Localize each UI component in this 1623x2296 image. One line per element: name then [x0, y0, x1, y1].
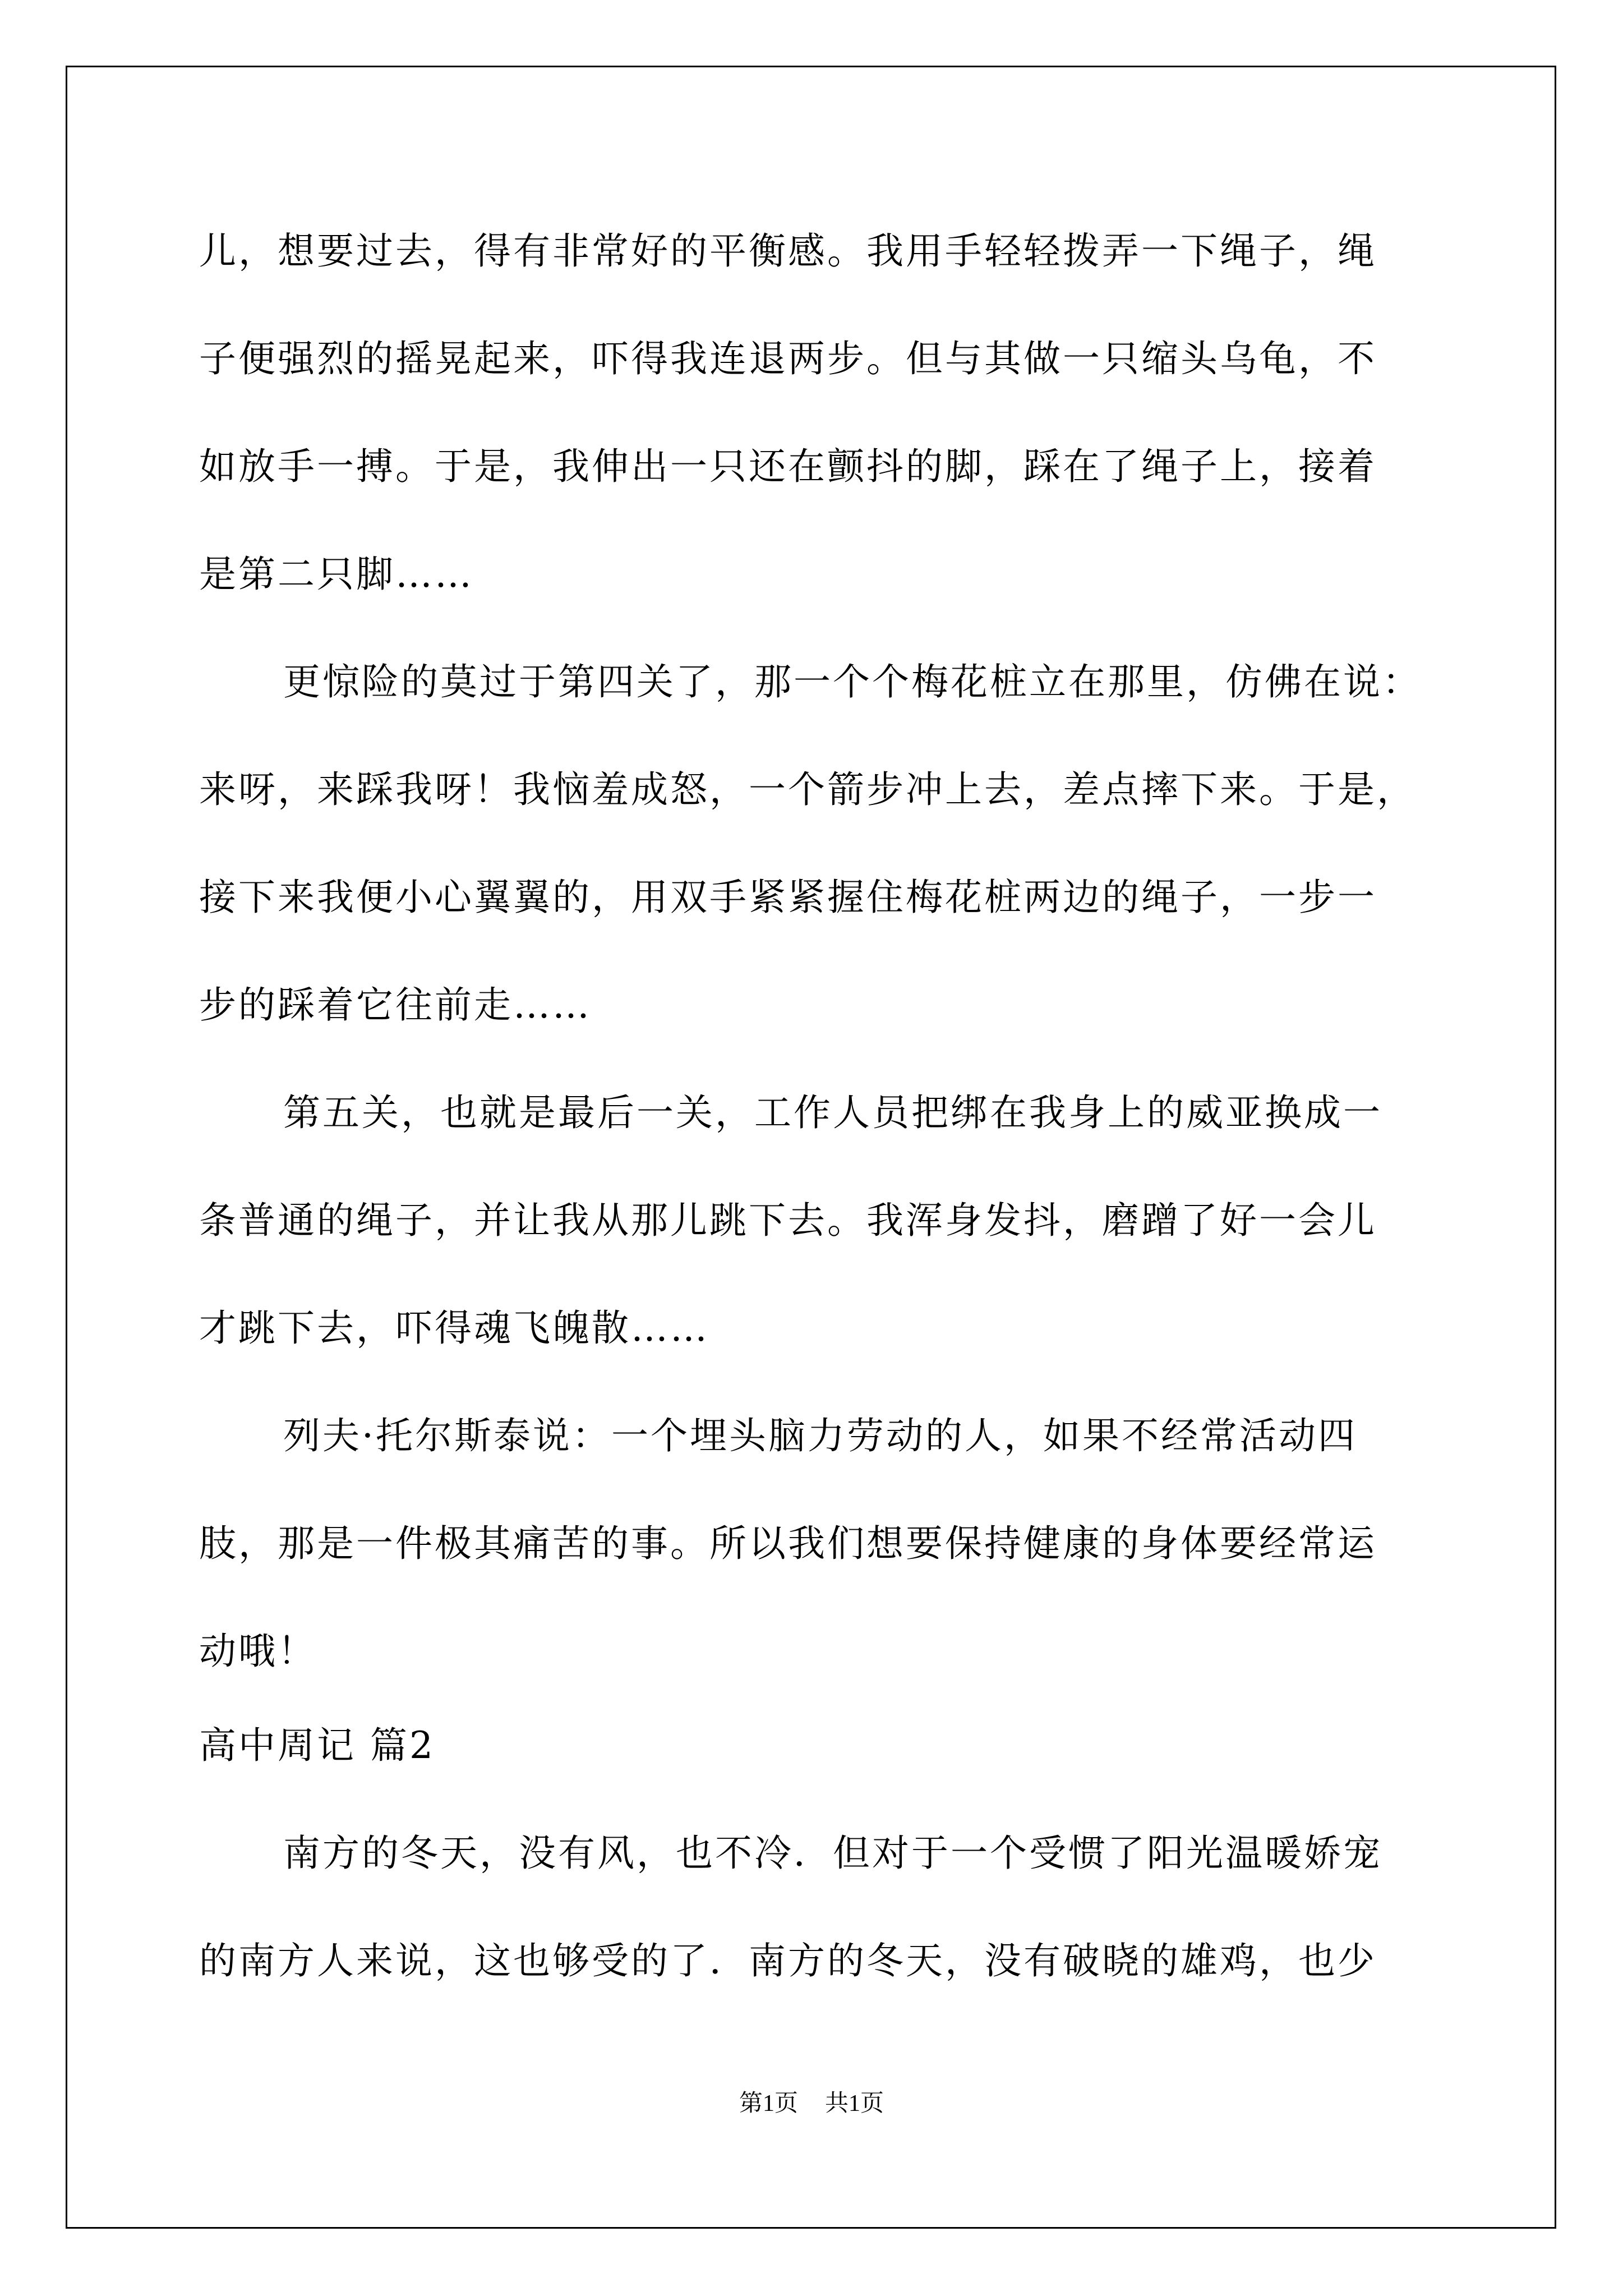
body-text-line: 动哦！: [199, 1630, 317, 1673]
page-footer: [0, 2088, 1623, 2119]
page-total: 共1页: [825, 2091, 884, 2116]
body-text-line: 子便强烈的摇晃起来，吓得我连退两步。但与其做一只缩头乌龟，不: [199, 337, 1377, 380]
body-text-line: 第五关，也就是最后一关，工作人员把绑在我身上的威亚换成一: [283, 1091, 1382, 1134]
body-text-line: 是第二只脚……: [199, 553, 474, 596]
body-text-line: 列夫·托尔斯泰说：一个埋头脑力劳动的人，如果不经常活动四: [283, 1414, 1357, 1457]
body-text-line: 儿，想要过去，得有非常好的平衡感。我用手轻轻拨弄一下绳子，绳: [199, 229, 1377, 273]
body-text-line: 的南方人来说，这也够受的了．南方的冬天，没有破晓的雄鸡，也少: [199, 1939, 1377, 1982]
body-text-line: 肢，那是一件极其痛苦的事。所以我们想要保持健康的身体要经常运: [199, 1522, 1377, 1565]
body-text-line: 来呀，来踩我呀！我恼羞成怒，一个箭步冲上去，差点摔下来。于是，: [199, 768, 1416, 811]
section-heading: 高中周记 篇2: [199, 1724, 435, 1767]
body-text-line: 更惊险的莫过于第四关了，那一个个梅花桩立在那里，仿佛在说：: [283, 660, 1422, 703]
body-text-line: 南方的冬天，没有风，也不冷．但对于一个受惯了阳光温暖娇宠: [283, 1832, 1382, 1875]
body-text-line: 步的踩着它往前走……: [199, 983, 592, 1027]
body-text-line: 条普通的绳子，并让我从那儿跳下去。我浑身发抖，磨蹭了好一会儿: [199, 1199, 1377, 1242]
body-text-line: 接下来我便小心翼翼的，用双手紧紧握住梅花桩两边的绳子，一步一: [199, 876, 1377, 919]
body-text-line: 才跳下去，吓得魂飞魄散……: [199, 1306, 709, 1350]
body-text-line: 如放手一搏。于是，我伸出一只还在颤抖的脚，踩在了绳子上，接着: [199, 445, 1377, 488]
page-number: 第1页: [739, 2091, 798, 2116]
page-border: [66, 66, 1556, 2229]
